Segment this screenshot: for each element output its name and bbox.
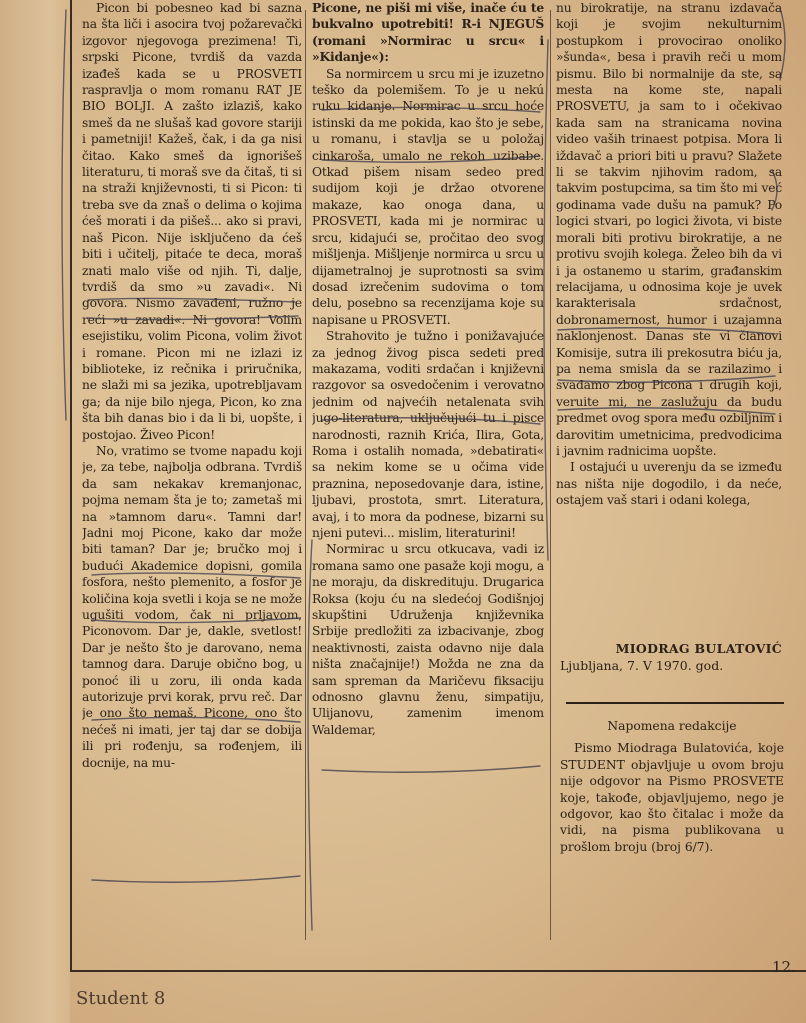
paragraph: No, vratimo se tvome napadu koji je, za tebe, najbolja odbrana. Tvrdiš da sam nekakav kremanjonac, pojma nemam šta je to; zametaš mi na »tamnom daru«. Tamni dar! Jadni moj Picone, kako dar može biti taman? Dar je; bručko moj i budući Akademice dopisni, gomila fosfora, nešto plemenito, a fosfor je količina koja svetli i koja se ne može ugušiti vodom, čak ni prljavom, Piconovom. Dar je, dakle, svetlost! Dar je nešto što je darovano, nema tamnog dara. Daruje obično bog, u ponoć ili u zoru, ili onda kada autorizuje prvi korak, prvu reč. Dar je ono što nemaš, Picone, ono što nećeš ni imati, jer taj dar se dobija ili pri rođenju, sa rođenjem, ili docnije, na mu- (82, 443, 302, 770)
column-divider (550, 10, 551, 940)
paragraph: I ostajući u uverenju da se između nas ništa nije dogodilo, i da neće, ostajem vaš stari i odani kolega, (556, 460, 782, 508)
place-date: Ljubljana, 7. V 1970. god. (560, 658, 724, 673)
paragraph: nu birokratije, na stranu izdavača koji je svojim nekulturnim postupkom i provocirao onoliko »šunda«, besa i pravih reči u mom pismu. Bilo bi normalnije da ste, sa mesta na kome ste, napali PROSVETU, ja sam to i očekivao kada sam na stranicama novina video vaših trinaest potpisa. Mora li iždavač a priori biti u pravu? Slažete li se takvim njihovim radom, sa takvim postupcima, sa tim što mi već godinama vade dušu na pamuk? Po logici stvari, po logici života, vi biste morali biti protivu birokratije, a ne protivu svojih kolega. Želeo bih da vi i ja ostanemo u starim, građanskim relacijama, u odnosima koje je uvek karakterisala srdačnost, dobronamernost, humor i uzajamna naklonjenost. Danas ste vi članovi Komisije, sutra ili prekosutra biću ja, pa nema smisla da se razilazimo i svađamo zbog Picona i drugih koji, veruite mi, ne zaslužuju da budu predmet ovog spora među ozbiljnim i darovitim umetnicima, predvodicima i javnim radnicima uopšte. (556, 1, 782, 458)
editor-note-text: Pismo Miodraga Bulatovića, koje STUDENT objavljuje u ovom broju nije odgovor na Pismo PROSVETE koje, takođe, objavljujemo, nego je odgovor, kao što čitalac i može da vidi, na pisma publikovana u prošlom broju (broj 6/7). (560, 741, 784, 854)
section-rule (566, 702, 784, 704)
paragraph: Sa normircem u srcu mi je izuzetno teško da polemišem. To je u nekú ruku kidanje. Normirac u srcu hoće istinski da me pokida, kao što je sebe, u romanu, i stavlja se u položaj cinkaroša, umalo ne rekoh uzibabe. Otkad pišem nisam sedeo pred sudijom koji je držao otvorene makaze, kao onoga dana, u PROSVETI, kada mi je normirac u srcu, kidajući se, pročitao deo svog mišljenja. Mišljenje normirca u srcu u dijametralnoj je suprotnosti sa svim dosad izrečenim sudovima o tom delu, posebno sa recenzijama koje su napisane u PROSVETI. (312, 66, 544, 327)
article-column-1 (82, 0, 302, 945)
article-column-3 (556, 0, 782, 640)
paragraph: Picon bi pobesneo kad bi sazna na šta liči i asocira tvoj požarevački izgovor njegovoga prezimena! Ti, srpski Picone, tvrdiš da vazda izađeš kada se u PROSVETI raspravlja o mom romanu RAT JE BIO BOLJI. A zašto izlaziš, kako smeš da ne slušaš kad govore stariji i pametniji! Kažeš, čak, i da ga nisi čitao. Kako smeš da ignorišeš literaturu, ti moraš sve da čitaš, ti si na straži književnosti, ti si Picon: ti treba sve da znaš o delima o kojima ćeš morati i da pišeš... ako si pravi, naš Picon. Nije isključeno da ćeš biti i učitelj, pitaće te deca, moraš znati malo više od njih. Ti, dalje, tvrdiš da smo »u zavadi«. Ni govora. Nismo zavađeni, ružno je reći »u zavadi«. Ni govora! Volim esejistiku, volim Picona, volim život i romane. Picon mi ne izlazi iz biblioteke, iz rečnika i priručnika, ne slaži mi sa jezika, upotrebljavam ga; da nije bilo njega, Picon, ko zna šta bih danas bio i da li bi, uopšte, i postojao. Živeo Picon! (82, 1, 302, 442)
editor-note-title: Napomena redakcije (607, 719, 737, 733)
paragraph: Normirac u srcu otkucava, vadi iz romana samo one pasaže koji mogu, a ne moraju, da diskredituju. Drugarica Roksa (koju ću na sledećoj Godišnjoj skupštini Udruženja književnika Srbije predložiti za izbacivanje, zbog neaktivnosti, zaista odavno nije dala ništa značajnije!) Možda ne zna da sam spreman da Maričevu fiksaciju odnosno glavnu ženu, simpatiju, Ulijanovu, zamenim imenom Waldemar, (312, 542, 544, 737)
page-number: 12. (772, 958, 796, 976)
column-divider (305, 10, 306, 940)
footer-label: Student 8 (76, 988, 166, 1009)
editor-note (560, 718, 784, 855)
article-column-2 (312, 0, 544, 930)
bold-heading: Picone, ne piši mi više, inače ću te bukvalno upotrebiti! R-i NJEGUŠ (romani »Normirac u srcu« i »Kidanje«): (312, 0, 544, 65)
page-edge (0, 0, 70, 1023)
author-name: MIODRAG BULATOVIĆ (615, 641, 782, 656)
signature-block (560, 640, 782, 674)
paragraph: Strahovito je tužno i ponižavajuće za jednog živog pisca sedeti pred makazama, voditi srdačan i književni razgovor sa osvedočenim i verovatno jednim od najvećih netalenata svih jugo-literatura, uključujući tu i pisce narodnosti, raznih Krića, Ilira, Gota, Roma i ostalih nomada, »debatirati« sa nekim kome se u očima vide praznina, neposedovanje dara, istine, ljubavi, prostota, smrt. Literatura, avaj, i to mora da podnese, bizarni su njeni putevi... mislim, literaturini! (312, 329, 544, 540)
